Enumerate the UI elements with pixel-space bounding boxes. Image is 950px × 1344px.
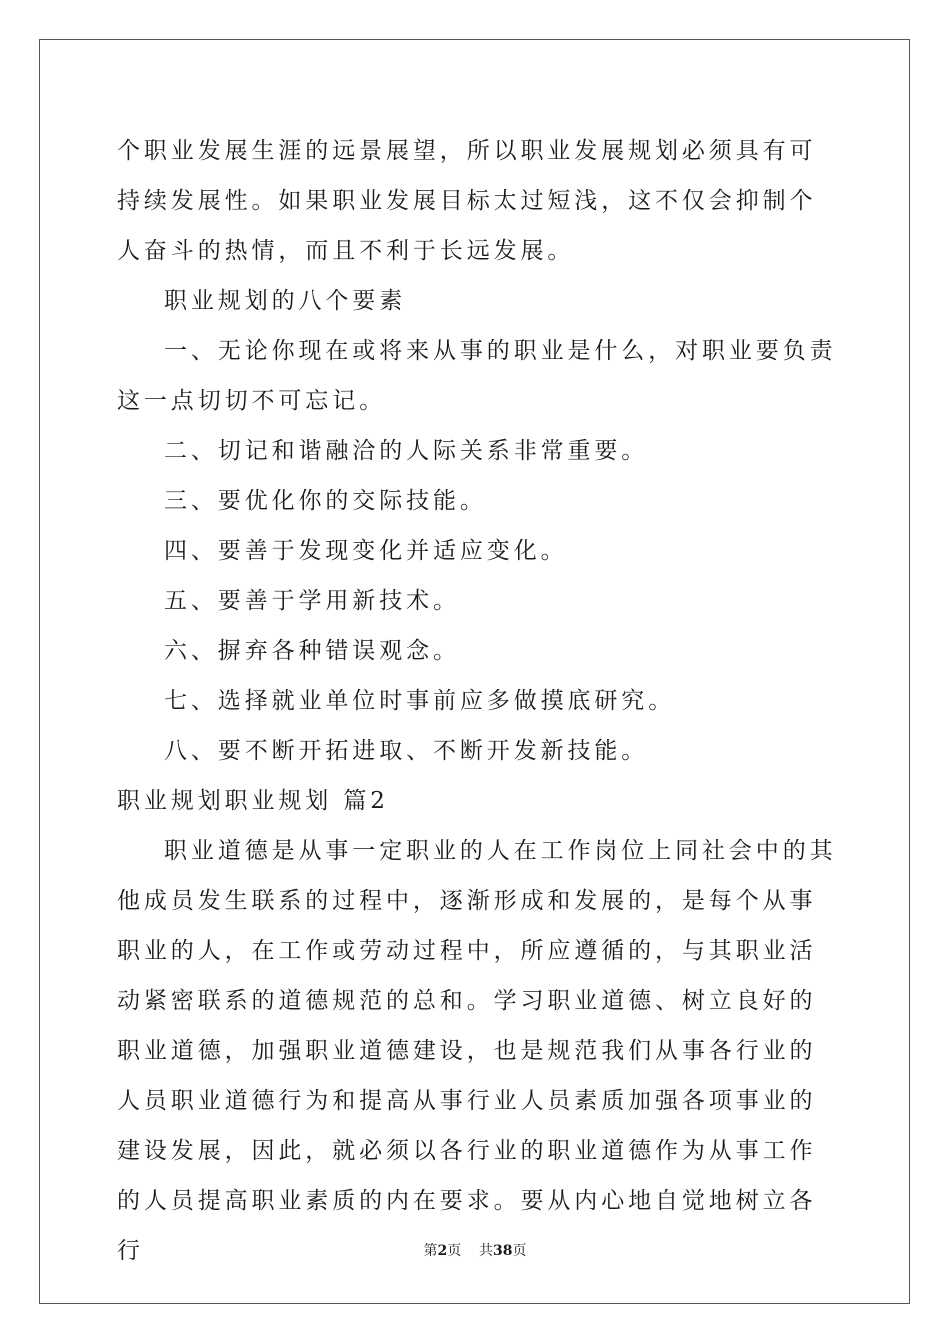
list-item: 六、摒弃各种错误观念。 [164, 638, 460, 664]
list-item: 四、要善于发现变化并适应变化。 [164, 538, 568, 564]
list-item: 五、要善于学用新技术。 [164, 588, 460, 614]
list-item: 八、要不断开拓进取、不断开发新技能。 [164, 738, 649, 764]
list-item: 三、要优化你的交际技能。 [164, 488, 487, 514]
page-footer [0, 1241, 950, 1261]
list-item: 一、无论你现在或将来从事的职业是什么，对职业要负责这一点切切不可忘记。 [117, 338, 837, 414]
section-heading: 职业规划的八个要素 [164, 288, 407, 314]
paragraph-continued: 个职业发展生涯的远景展望，所以职业发展规划必须具有可持续发展性。如果职业发展目标太过短浅，这不仅会抑制个人奋斗的热情，而且不利于长远发展。 [117, 138, 817, 264]
paragraph: 职业道德是从事一定职业的人在工作岗位上同社会中的其他成员发生联系的过程中，逐渐形成和发展的，是每个从事职业的人，在工作或劳动过程中，所应遵循的，与其职业活动紧密联系的道德规范的总和。学习职业道德、树立良好的职业道德，加强职业道德建设，也是规范我们从事各行业的人员职业道德行为和提高从事行业人员素质加强各项事业的建设发展，因此，就必须以各行业的职业道德作为从事工作的人员提高职业素质的内在要求。要从内心地自觉地树立各行 [117, 838, 837, 1264]
page-prefix: 第 [423, 1243, 438, 1259]
page-total: 38 [493, 1243, 513, 1259]
total-prefix: 共 [479, 1243, 494, 1259]
page-number: 2 [437, 1243, 448, 1259]
list-item: 二、切记和谐融洽的人际关系非常重要。 [164, 438, 649, 464]
document-body [117, 126, 837, 1276]
article-heading: 职业规划职业规划 篇2 [117, 788, 389, 814]
page-unit: 页 [447, 1243, 462, 1259]
list-item: 七、选择就业单位时事前应多做摸底研究。 [164, 688, 676, 714]
total-unit: 页 [512, 1243, 527, 1259]
